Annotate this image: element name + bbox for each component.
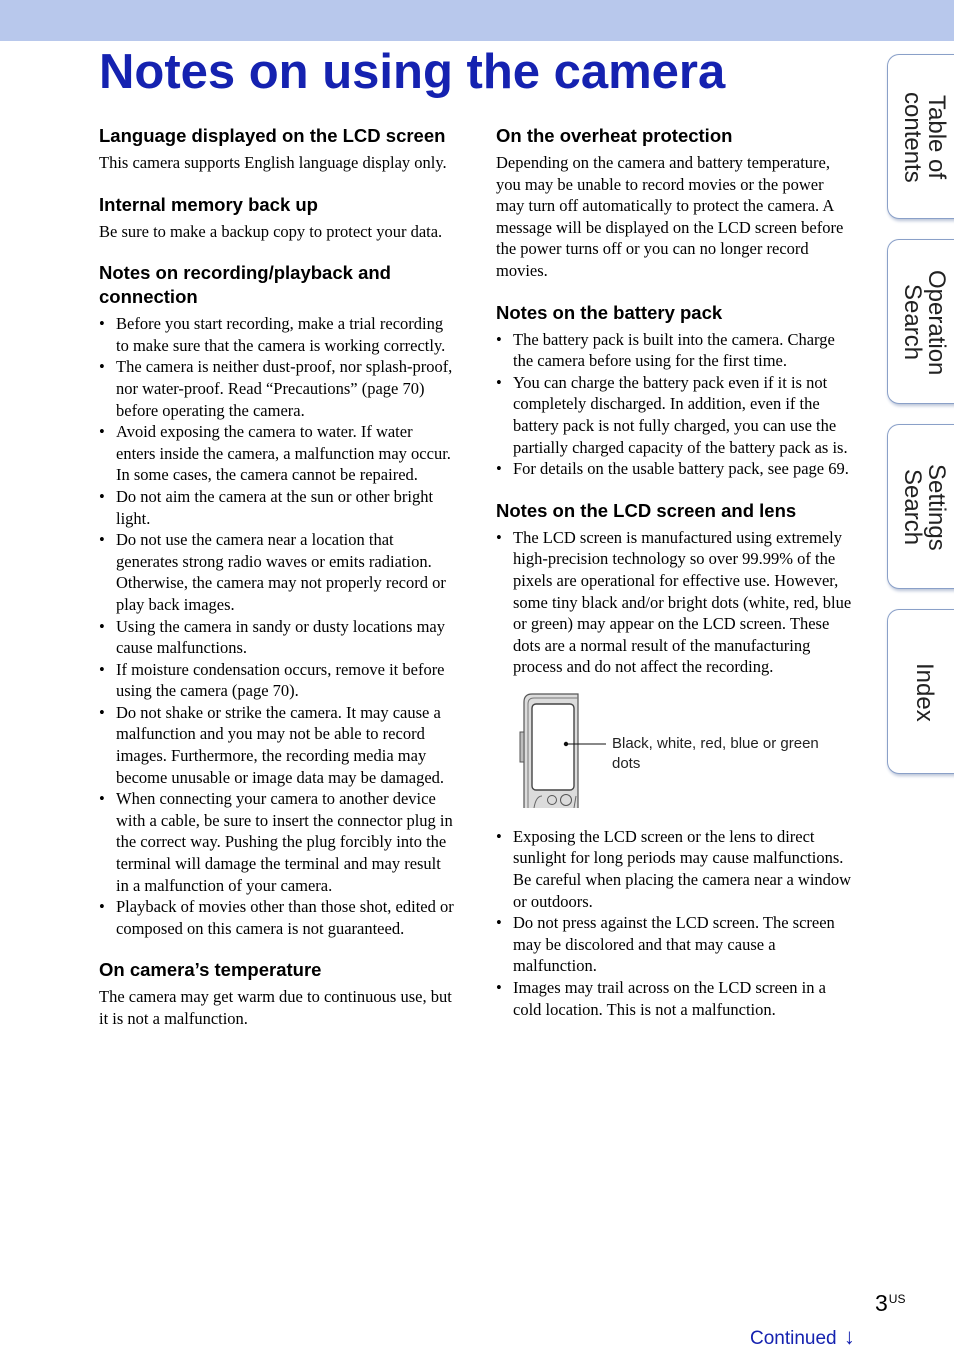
text-language: This camera supports English language display only. [99,153,447,172]
tab-operation-search[interactable] [887,239,954,404]
section-temperature [99,958,455,1029]
heading-recording: Notes on recording/playback and connection [99,262,391,308]
list-item: • Do not shake or strike the camera. It may cause a malfunction and you may not be able to record images. Furthermore, the recording media may become unusable or image data may be damaged. [99,702,455,788]
list-item: • If moisture condensation occurs, remove it before using the camera (page 70). [99,659,455,702]
list-item: • Do not aim the camera at the sun or other bright light. [99,486,455,529]
list-item: • Avoid exposing the camera to water. If water enters inside the camera, a malfunction may occur. In some cases, the camera cannot be repaired. [99,421,455,486]
tab-label [896,435,952,580]
tab-label-line1: Operation [923,269,950,376]
page-number-suffix: US [888,1292,906,1306]
section-battery [496,301,852,480]
section-overheat [496,124,852,282]
battery-bullet-list [496,329,852,480]
heading-battery: Notes on the battery pack [496,301,723,323]
page-number [875,1290,905,1317]
text-memory: Be sure to make a backup copy to protect your data. [99,221,443,241]
camera-lcd-illustration [518,692,608,808]
right-column [496,124,852,1020]
heading-language: Language displayed on the LCD screen [99,125,446,146]
lcd-bullet-list-before [496,527,852,678]
tab-label [896,250,952,395]
recording-bullet-list [99,313,455,939]
tab-table-of-contents[interactable] [887,54,954,219]
lcd-bullet-list-after [496,826,852,1020]
list-item: • Images may trail across on the LCD screen in a cold location. This is not a malfunction. [496,977,852,1020]
tab-label-line1: Index [911,663,938,722]
tab-label-line2: Search [899,284,926,361]
heading-overheat: On the overheat protection [496,125,733,146]
lcd-figure [496,692,852,810]
list-item: • Do not press against the LCD screen. The screen may be discolored and that may cause a malfunction. [496,912,852,977]
list-item: • Using the camera in sandy or dusty locations may cause malfunctions. [99,616,455,659]
page-title: Notes on using the camera [99,45,726,99]
list-item: • The battery pack is built into the camera. Charge the camera before using for the first time. [496,329,852,372]
list-item: • Before you start recording, make a trial recording to make sure that the camera is working correctly. [99,313,455,356]
list-item: • For details on the usable battery pack, see page 69. [496,458,852,480]
list-item: • The camera is neither dust-proof, nor splash-proof, nor water-proof. Read “Precautions” (page 70) before operating the camera. [99,356,455,421]
heading-memory: Internal memory back up [99,193,318,215]
figure-caption: Black, white, red, blue or green dots [612,734,819,773]
tab-index[interactable] [887,609,954,774]
tab-label-line1: Table of [923,95,950,180]
heading-lcd: Notes on the LCD screen and lens [496,499,797,521]
continued-link[interactable] [750,1324,855,1350]
tab-label-line2: Search [899,469,926,546]
text-temperature: The camera may get warm due to continuous use, but it is not a malfunction. [99,987,452,1028]
section-recording [99,261,455,939]
tab-settings-search[interactable] [887,424,954,589]
tab-label-line2: contents [899,92,926,183]
list-item: • The LCD screen is manufactured using extremely high-precision technology so over 99.99% of the pixels are operational for effective use. However, some tiny black and/or bright dots (white, red, blue or green) may appear on the LCD screen. These dots are a normal result of the manufacturing process and do not affect the recording. [496,527,852,678]
arrow-down-icon: ↓ [843,1324,855,1349]
tab-label [896,65,952,210]
continued-label: Continued [750,1328,837,1349]
heading-temperature: On camera’s temperature [99,959,322,981]
section-memory [99,193,455,243]
tab-label [896,620,952,765]
page-number-value: 3 [875,1290,888,1316]
text-overheat: Depending on the camera and battery temperature, you may be unable to record movies or the power may turn off automatically to protect the camera. A message will be displayed on the LCD screen before the power turns off or you can no longer record movies. [496,153,844,280]
list-item: • Do not use the camera near a location that generates strong radio waves or emits radiation. Otherwise, the camera may not properly record or play back images. [99,529,455,615]
list-item: • When connecting your camera to another device with a cable, be sure to insert the connector plug in the correct way. Pushing the plug forcibly into the terminal will damage the terminal and may result in a malfunction of your camera. [99,788,455,896]
left-column [99,124,455,1030]
header-band [0,0,954,41]
section-language [99,124,455,174]
section-lcd [496,499,852,1021]
list-item: • Exposing the LCD screen or the lens to direct sunlight for long periods may cause malfunctions. Be careful when placing the camera near a window or outdoors. [496,826,852,912]
list-item: • Playback of movies other than those shot, edited or composed on this camera is not guaranteed. [99,896,455,939]
tab-label-line1: Settings [923,464,950,551]
list-item: • You can charge the battery pack even if it is not completely discharged. In addition, even if the battery pack is not fully charged, you can use the partially charged capacity of the battery pack as is. [496,372,852,458]
